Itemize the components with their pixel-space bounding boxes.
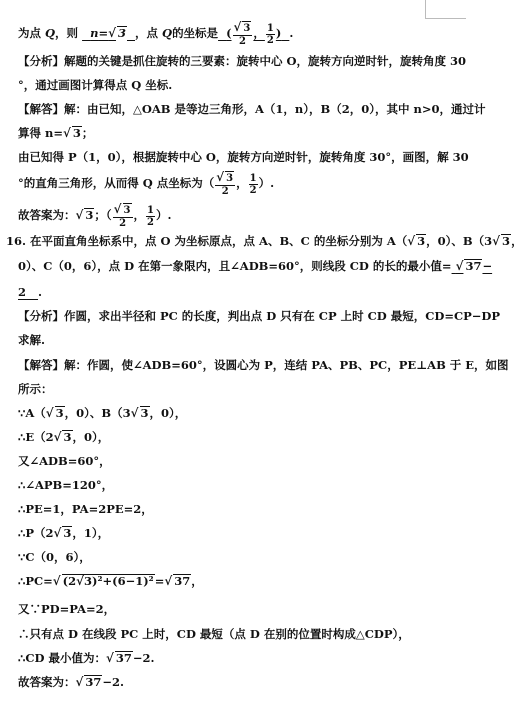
sqrt-icon: √ — [216, 170, 225, 184]
numerator: 1 — [266, 22, 274, 34]
text: ，则 — [55, 26, 83, 40]
answer-blank-2 — [218, 20, 289, 47]
question-16-line-1 — [6, 233, 523, 249]
answer-line-1 — [18, 21, 293, 47]
question-16-line-2 — [18, 258, 492, 274]
solution-line: 由已知得 P（1，0），根据旋转中心 O，旋转方向逆时针，旋转角度 30°，画图，解 30 — [18, 150, 469, 164]
solution-line: ∵C（0，6）， — [18, 550, 91, 564]
numerator: 1 — [249, 172, 257, 184]
text: )²+(6−1)² — [92, 574, 154, 588]
solution-line: 【解答】解：由已知，△OAB 是等边三角形，A（1，n），B（2，0），其中 n>0，通过计 — [18, 102, 486, 116]
text: °的直角三角形，从而得 Q 点坐标为（ — [18, 176, 215, 190]
radicand: 3 — [417, 234, 426, 248]
text: 故答案为： — [18, 675, 76, 689]
radicand: 3 — [55, 406, 64, 420]
text: −2. — [102, 675, 125, 689]
sqrt-icon: √ — [233, 20, 242, 34]
text: ( — [226, 26, 232, 40]
solution-line — [18, 573, 203, 589]
sqrt-icon: √ — [63, 126, 71, 140]
text: 3 — [84, 574, 93, 588]
fraction — [215, 171, 235, 197]
text: ，0）、B（3 — [426, 234, 493, 248]
sqrt-icon: √ — [53, 430, 62, 444]
fraction — [249, 173, 258, 196]
radicand: 37 — [174, 574, 191, 588]
text: ）. — [258, 176, 275, 190]
text: . — [289, 26, 294, 40]
radicand: 3 — [72, 126, 81, 140]
solution-line — [18, 650, 155, 666]
text: ，1）， — [72, 526, 110, 540]
analysis-line: 求解. — [18, 333, 46, 347]
solution-line: ∴只有点 D 在线段 PC 上时，CD 最短（点 D 在别的位置时构成△CDP）， — [18, 627, 410, 641]
radicand: 3 — [243, 23, 251, 34]
text: ，点 — [135, 26, 163, 40]
text: Q — [162, 26, 173, 40]
answer-blank — [452, 259, 493, 273]
sqrt-icon: √ — [45, 406, 54, 420]
denominator: 2 — [147, 216, 154, 228]
answer-line — [18, 674, 124, 690]
solution-line — [18, 125, 93, 141]
solution-line: 又∠ADB=60°， — [18, 454, 111, 468]
solution-line: ∴PE=1，PA=2PE=2， — [18, 502, 153, 516]
text: (2 — [62, 574, 77, 588]
sqrt-icon: √ — [76, 574, 84, 588]
numerator: 1 — [147, 204, 154, 216]
radicand: 3 — [63, 430, 72, 444]
text: ， — [133, 208, 146, 222]
sqrt-icon: √ — [75, 208, 84, 222]
solution-line — [18, 405, 186, 421]
text: ∴P（2 — [18, 526, 54, 540]
text: 算得 n= — [18, 126, 64, 140]
sqrt-icon: √ — [113, 202, 122, 216]
sqrt-icon: √ — [53, 526, 62, 540]
fraction — [146, 205, 155, 228]
answer-line — [18, 203, 172, 229]
radicand: 37 — [85, 675, 102, 689]
radicand: 37 — [115, 651, 132, 665]
text: ）. — [155, 208, 172, 222]
text: ∴E（2 — [18, 430, 54, 444]
solution-line: 【解答】解：作圆，使∠ADB=60°，设圆心为 P，连结 PA、PB、PC，PE⊥AB 于 E，如图 — [18, 358, 509, 372]
radicand: 3 — [226, 173, 234, 184]
text: = — [154, 574, 165, 588]
sqrt-icon: √ — [52, 574, 61, 588]
text: ，0）、B（3 — [64, 406, 131, 420]
radicand: 3 — [502, 234, 511, 248]
solution-line: 所示： — [18, 382, 53, 396]
sqrt-icon: √ — [105, 651, 114, 665]
sqrt-icon: √ — [455, 259, 464, 273]
text: ， — [511, 234, 523, 248]
text: . — [38, 285, 43, 299]
question-16-line-3 — [18, 284, 42, 300]
solution-line: ∴∠APB=120°， — [18, 478, 114, 492]
radicand: 3 — [117, 26, 126, 40]
text: 0）、C（0，6），点 D 在第一象限内，且∠ADB=60°，则线段 CD 的长的最小值= — [18, 259, 452, 273]
text: ∴CD 最小值为： — [18, 651, 106, 665]
fraction — [113, 203, 133, 229]
analysis-line: 【分析】解题的关键是抓住旋转的三要素：旋转中心 O，旋转方向逆时针，旋转角度 30 — [18, 54, 467, 68]
text: ， — [236, 176, 248, 190]
analysis-line: °，通过画图计算得点 Q 坐标. — [18, 78, 173, 92]
analysis-line: 【分析】作圆，求出半径和 PC 的长度，判出点 D 只有在 CP 上时 CD 最短，CD=CP−DP — [18, 309, 501, 323]
text: 16. 在平面直角坐标系中，点 O 为坐标原点，点 A、B、C 的坐标分别为 A（ — [6, 234, 408, 248]
answer-blank-1 — [82, 26, 135, 40]
sqrt-icon: √ — [164, 574, 173, 588]
radicand — [62, 574, 155, 588]
text: Q — [45, 26, 56, 40]
denominator: 2 — [266, 34, 274, 46]
fraction — [233, 21, 253, 47]
radicand: 3 — [140, 406, 149, 420]
sqrt-icon: √ — [407, 234, 416, 248]
text: 故答案为： — [18, 208, 76, 222]
fraction — [266, 23, 275, 46]
sqrt-icon: √ — [75, 675, 84, 689]
text: 为点 — [18, 26, 46, 40]
text: ∴PC= — [18, 574, 53, 588]
denominator: 2 — [221, 186, 229, 197]
text: 2 — [18, 285, 27, 299]
solution-line — [18, 429, 109, 445]
text: ∵A（ — [18, 406, 46, 420]
sqrt-icon: √ — [492, 234, 501, 248]
text: = — [98, 26, 109, 40]
page-corner-mark — [425, 0, 466, 19]
text: ) — [275, 26, 282, 40]
text: n — [90, 26, 99, 40]
solution-line: 又∵PD=PA=2， — [18, 602, 116, 616]
text: −2. — [132, 651, 155, 665]
radicand: 3 — [123, 205, 131, 216]
denominator: 2 — [249, 184, 257, 196]
radicand: 3 — [63, 526, 72, 540]
text: ；（ — [94, 208, 112, 222]
text: ，0）， — [149, 406, 187, 420]
radicand: 3 — [85, 208, 94, 222]
answer-blank — [18, 285, 38, 299]
text: 的坐标是 — [172, 26, 219, 40]
text: ； — [81, 126, 94, 140]
solution-line — [18, 525, 109, 541]
solution-line — [18, 171, 274, 197]
text: − — [482, 259, 493, 273]
radicand: 37 — [465, 259, 482, 273]
sqrt-icon: √ — [108, 26, 116, 40]
sqrt-icon: √ — [130, 406, 139, 420]
text: ，0）， — [72, 430, 110, 444]
text: ， — [191, 574, 203, 588]
denominator: 2 — [119, 218, 127, 229]
denominator: 2 — [238, 36, 246, 47]
text: ， — [253, 26, 265, 40]
